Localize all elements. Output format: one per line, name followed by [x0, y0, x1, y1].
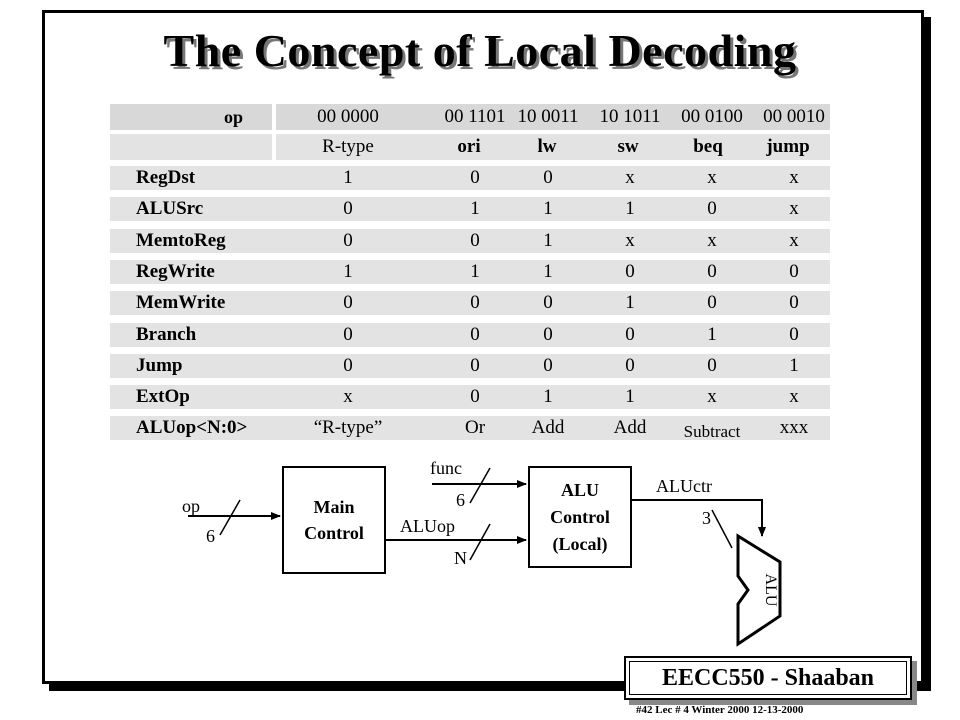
table-cell: 0 [789, 324, 799, 345]
aluctr-width-label: 3 [702, 508, 711, 528]
table-cell: x [707, 230, 717, 251]
opcode-cell: 10 1011 [599, 106, 661, 127]
lecture-note: #42 Lec # 4 Winter 2000 12-13-2000 [636, 704, 804, 716]
table-cell: Or [464, 417, 486, 438]
instruction-cell: beq [693, 136, 723, 157]
aluctr-wire [632, 500, 762, 536]
instruction-cell: ori [457, 136, 481, 157]
table-cell: 1 [543, 261, 553, 282]
table-cell: 0 [343, 198, 353, 219]
table-cell: 1 [470, 261, 480, 282]
table-cell: 1 [789, 355, 799, 376]
table-cell: 0 [625, 261, 635, 282]
table-cell: 1 [707, 324, 717, 345]
course-badge [624, 656, 912, 700]
table-cell: x [625, 230, 635, 251]
opcode-cell: 10 0011 [517, 106, 579, 127]
table-cell: 0 [470, 167, 480, 188]
table-cell: 0 [707, 355, 717, 376]
row-label: ExtOp [136, 386, 190, 407]
table-cell: 0 [543, 292, 553, 313]
func-signal-label: func [430, 458, 462, 478]
table-cell: 0 [470, 324, 480, 345]
table-cell: 1 [543, 230, 553, 251]
table-cell: Add [531, 417, 565, 438]
table-cell: 0 [789, 292, 799, 313]
table-cell: x [707, 167, 717, 188]
op-width-tick [220, 500, 240, 535]
table-cell: 0 [625, 355, 635, 376]
table-cell: 0 [543, 324, 553, 345]
row-label: MemWrite [136, 292, 226, 313]
table-cell: 0 [343, 355, 353, 376]
table-cell: x [625, 167, 635, 188]
table-cell: 0 [343, 230, 353, 251]
row-label: ALUSrc [136, 198, 204, 219]
table-cell: 0 [625, 324, 635, 345]
row-label: Jump [136, 355, 183, 376]
row-label: MemtoReg [136, 230, 226, 251]
alu-control-line: Control [550, 506, 610, 527]
table-cell: 1 [625, 198, 635, 219]
aluop-signal-label: ALUop [400, 516, 455, 536]
op-width-label: 6 [206, 526, 215, 546]
table-cell: 1 [470, 198, 480, 219]
aluop-width-tick [470, 524, 490, 560]
table-cell: 1 [543, 386, 553, 407]
row-label: RegWrite [136, 261, 215, 282]
aluctr-signal-label: ALUctr [656, 476, 712, 496]
table-cell: x [789, 386, 799, 407]
table-cell: x [343, 386, 353, 407]
func-width-tick [470, 468, 490, 503]
alu-control-box [528, 466, 632, 568]
func-width-label: 6 [456, 490, 465, 510]
table-cell: 0 [470, 355, 480, 376]
main-control-line: Main [313, 497, 355, 517]
table-cell: xxx [779, 417, 809, 438]
opcode-cell: 00 0000 [317, 106, 379, 127]
aluop-width-label: N [454, 548, 467, 568]
table-cell: x [789, 167, 799, 188]
op-signal-label: op [182, 496, 200, 516]
table-cell: 0 [789, 261, 799, 282]
table-cell: x [707, 386, 717, 407]
table-cell: 0 [470, 292, 480, 313]
table-cell: 1 [625, 386, 635, 407]
opcode-cell: 00 0010 [763, 106, 825, 127]
row-label: RegDst [136, 167, 196, 188]
table-cell: 0 [707, 261, 717, 282]
alu-label: ALU [762, 573, 779, 607]
table-cell: 0 [343, 292, 353, 313]
table-cell: 0 [470, 230, 480, 251]
table-cell: “R-type” [313, 417, 383, 438]
table-cell: 0 [707, 292, 717, 313]
table-cell: 0 [543, 167, 553, 188]
alu-control-line: (Local) [552, 533, 608, 554]
table-cell: x [789, 230, 799, 251]
row-label: Branch [136, 324, 197, 345]
table-cell: 0 [707, 198, 717, 219]
row-label: ALUop<N:0> [136, 417, 248, 438]
opcode-cell: 00 1101 [444, 106, 506, 127]
table-cell: 1 [343, 167, 353, 188]
op-header-label: op [224, 107, 244, 127]
opcode-cell: 00 0100 [681, 106, 743, 127]
table-cell: Add [613, 417, 647, 438]
instruction-cell: jump [766, 136, 810, 157]
table-cell: 1 [343, 261, 353, 282]
table-cell: 1 [625, 292, 635, 313]
table-cell: Subtract [683, 422, 741, 441]
table-cell: 1 [543, 198, 553, 219]
table-cell: 0 [343, 324, 353, 345]
alu-control-line: ALU [560, 479, 599, 500]
table-cell: 0 [470, 386, 480, 407]
slide-title: The Concept of Local Decoding [163, 25, 797, 76]
table-cell: x [789, 198, 799, 219]
instruction-cell: lw [537, 136, 557, 157]
aluctr-width-tick [712, 510, 732, 548]
instruction-cell: R-type [322, 136, 374, 157]
instruction-cell: sw [617, 136, 639, 157]
table-cell: 0 [543, 355, 553, 376]
main-control-box [282, 466, 386, 574]
main-control-line: Control [304, 523, 364, 543]
course-badge-text: EECC550 - Shaaban [661, 665, 875, 691]
